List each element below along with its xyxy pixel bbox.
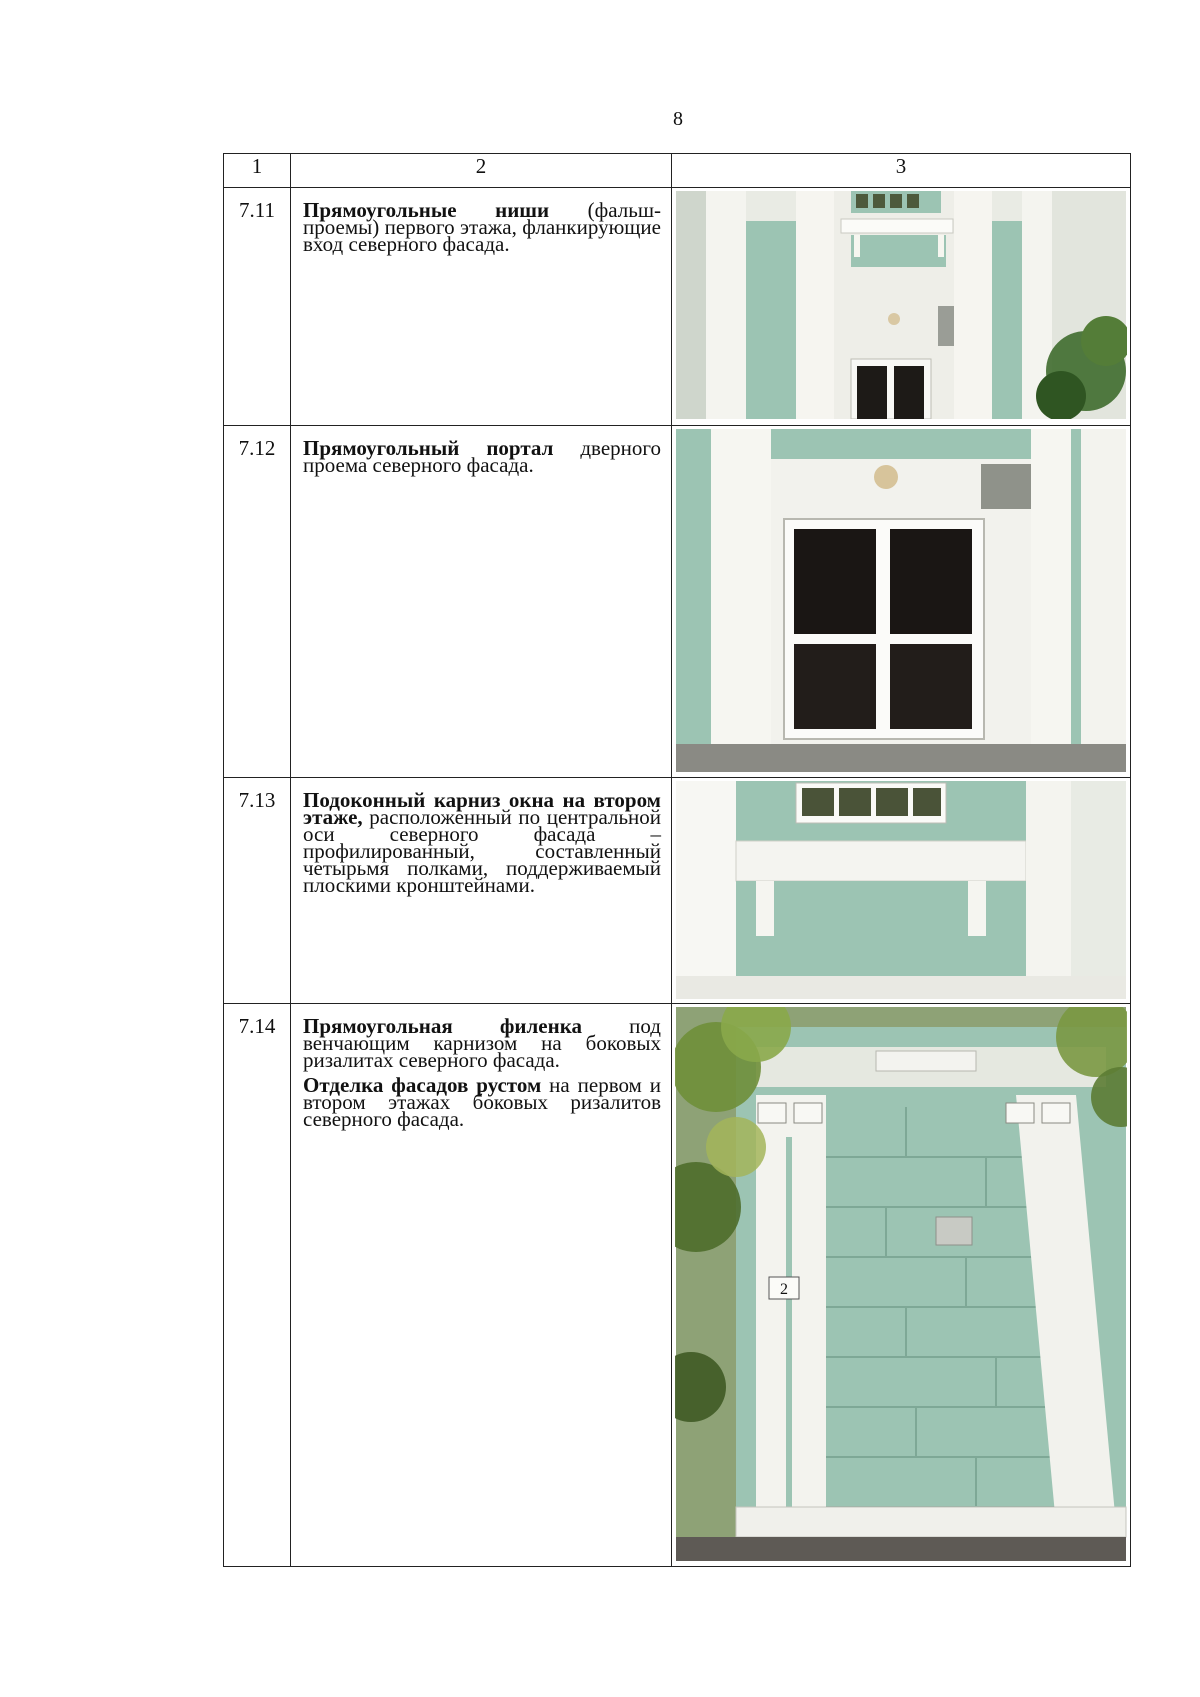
- architectural-elements-table: [223, 153, 1131, 1567]
- header-col-3: 3: [672, 154, 1131, 188]
- table-row: [224, 778, 1131, 1004]
- row-number: 7.14: [224, 1004, 291, 1567]
- table-row: [224, 188, 1131, 426]
- row-number: 7.12: [224, 426, 291, 778]
- photo-portal: [675, 429, 1127, 772]
- row-description: [291, 426, 672, 778]
- table-row: [224, 1004, 1131, 1567]
- element-name: Подоконный карниз окна на втором этаже,: [303, 788, 661, 829]
- row-description: [291, 1004, 672, 1567]
- element-description: под венчающим карнизом на боковых ризалитах северного фасада.: [303, 1014, 661, 1072]
- element-description: расположенный по центральной оси северного фасада – профилированный, составленный четырьмя полками, поддерживаемый плоскими кронштейнами.: [303, 805, 661, 897]
- table-row: [224, 426, 1131, 778]
- row-number: 7.13: [224, 778, 291, 1004]
- photo-panel-rustication: [675, 1007, 1127, 1561]
- table-header-row: [224, 154, 1131, 188]
- row-description: [291, 778, 672, 1004]
- element-name: Прямоугольная филенка: [303, 1014, 582, 1038]
- photo-cell: [672, 1004, 1131, 1567]
- photo-cell: [672, 778, 1131, 1004]
- row-number: 7.11: [224, 188, 291, 426]
- element-name: Отделка фасадов рустом: [303, 1073, 542, 1097]
- element-name: Прямоугольные ниши: [303, 198, 550, 222]
- photo-windowsill-cornice: [675, 781, 1127, 999]
- house-number-plate: 2: [780, 1281, 788, 1298]
- element-description: на первом и втором этажах боковых ризалитов северного фасада.: [303, 1073, 661, 1131]
- photo-cell: [672, 188, 1131, 426]
- element-description: (фальш-проемы) первого этажа, фланкирующие вход северного фасада.: [303, 198, 661, 256]
- element-name: Прямоугольный портал: [303, 436, 554, 460]
- photo-niches: [675, 191, 1127, 419]
- header-col-1: 1: [224, 154, 291, 188]
- photo-cell: [672, 426, 1131, 778]
- page-number: 8: [673, 108, 683, 130]
- element-description: дверного проема северного фасада.: [303, 436, 661, 477]
- row-description: [291, 188, 672, 426]
- header-col-2: 2: [291, 154, 672, 188]
